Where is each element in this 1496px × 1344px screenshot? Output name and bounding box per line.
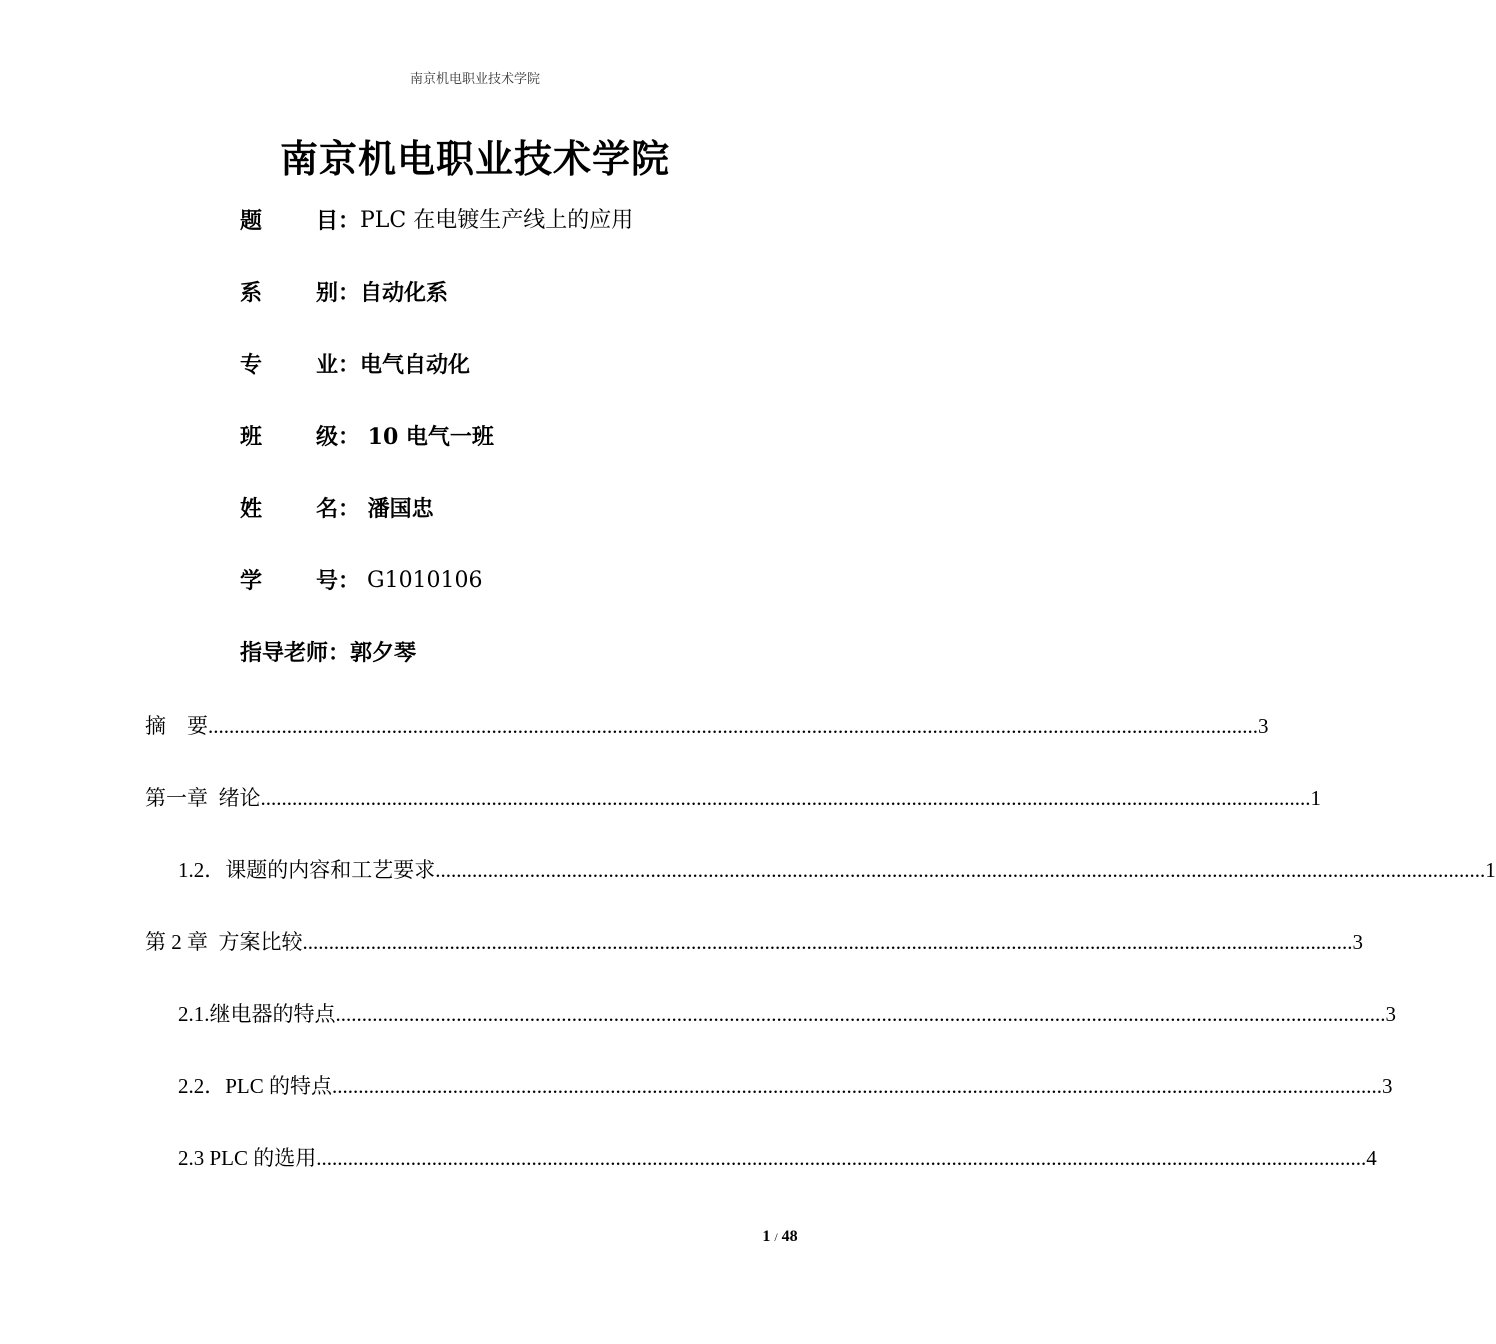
info-colon: ： xyxy=(337,424,360,450)
toc-leader-dots: ........................................................................................................................................................................................................ xyxy=(302,930,1353,954)
toc-entry-page: 3 xyxy=(1385,1002,1396,1026)
info-label xyxy=(240,277,360,309)
info-value-name: 潘国忠 xyxy=(360,496,434,522)
toc-entry-page: 3 xyxy=(1352,930,1363,954)
table-of-contents xyxy=(145,708,1496,1212)
toc-entry-page: 4 xyxy=(1366,1146,1377,1170)
info-row-major xyxy=(240,349,800,421)
info-label-char-a: 专 xyxy=(240,352,263,378)
info-row-department xyxy=(240,277,800,349)
info-row-student-id xyxy=(240,565,800,637)
toc-leader-dots: ........................................................................................................................................................................................................ xyxy=(332,1074,1383,1098)
info-value-department: 自动化系 xyxy=(360,280,449,306)
total-page-count: 48 xyxy=(781,1228,798,1245)
toc-entry[interactable] xyxy=(145,996,1396,1068)
info-value-topic: PLC 在电镀生产线上的应用 xyxy=(360,208,634,233)
toc-entry-title: 2.1.继电器的特点 xyxy=(178,1002,336,1026)
info-row-class xyxy=(240,421,800,493)
toc-entry-page: 1 xyxy=(1310,786,1321,810)
info-label-char-b: 别 xyxy=(315,280,338,306)
toc-entry-title: 1.2．课题的内容和工艺要求 xyxy=(178,858,436,882)
document-title: 南京机电职业技术学院 xyxy=(279,136,670,181)
toc-entry-title: 2.3 PLC 的选用 xyxy=(178,1146,317,1170)
info-label-char-a: 题 xyxy=(240,208,263,234)
info-value-class: 10 电气一班 xyxy=(360,424,494,450)
toc-entry[interactable] xyxy=(145,852,1496,924)
info-label-char-a: 系 xyxy=(240,280,263,306)
toc-entry[interactable] xyxy=(145,924,1363,996)
advisor-label: 指导老师： xyxy=(240,640,351,666)
info-label-char-a: 班 xyxy=(240,424,263,450)
info-label-char-b: 业 xyxy=(315,352,338,378)
info-colon: ： xyxy=(337,568,360,594)
info-colon: ： xyxy=(337,352,360,378)
advisor-value: 郭夕琴 xyxy=(350,640,417,666)
info-value-student-id: G1010106 xyxy=(360,568,483,593)
info-label xyxy=(240,349,360,381)
info-row-name xyxy=(240,493,800,565)
toc-leader-dots: ........................................................................................................................................................................................................ xyxy=(260,786,1311,810)
page-separator: / xyxy=(774,1230,778,1244)
toc-entry[interactable] xyxy=(145,1140,1377,1212)
page-number xyxy=(740,1228,820,1246)
toc-entry[interactable] xyxy=(145,780,1321,852)
info-label xyxy=(240,421,360,453)
toc-entry-page: 3 xyxy=(1258,714,1269,738)
toc-entry[interactable] xyxy=(145,1068,1393,1140)
info-label xyxy=(240,493,360,525)
running-header: 南京机电职业技术学院 xyxy=(409,72,540,87)
info-label xyxy=(240,565,360,597)
toc-entry-title: 2.2．PLC 的特点 xyxy=(178,1074,333,1098)
info-label-char-b: 目 xyxy=(315,208,338,234)
toc-entry-title: 第一章 绪论 xyxy=(145,786,261,810)
info-colon: ： xyxy=(337,280,360,306)
info-colon: ： xyxy=(337,496,360,522)
toc-entry[interactable] xyxy=(145,708,1269,780)
info-label-char-a: 姓 xyxy=(240,496,263,522)
cover-info-block xyxy=(240,205,800,709)
info-label-char-b: 号 xyxy=(315,568,338,594)
info-colon: ： xyxy=(337,208,360,234)
toc-entry-page: 1 xyxy=(1485,858,1496,882)
toc-entry-title: 第 2 章 方案比较 xyxy=(145,930,303,954)
toc-leader-dots: ........................................................................................................................................................................................................ xyxy=(316,1146,1367,1170)
info-label-char-a: 学 xyxy=(240,568,263,594)
toc-leader-dots: ........................................................................................................................................................................................................ xyxy=(208,714,1258,738)
info-label-char-b: 级 xyxy=(315,424,338,450)
info-label xyxy=(240,205,360,237)
info-label-char-b: 名 xyxy=(315,496,338,522)
current-page-number: 1 xyxy=(762,1228,771,1245)
toc-leader-dots: ........................................................................................................................................................................................................ xyxy=(435,858,1486,882)
toc-entry-page: 3 xyxy=(1382,1074,1393,1098)
toc-leader-dots: ........................................................................................................................................................................................................ xyxy=(335,1002,1386,1026)
info-row-topic xyxy=(240,205,800,277)
toc-entry-title: 摘 要 xyxy=(145,714,208,738)
info-value-major: 电气自动化 xyxy=(360,352,471,378)
info-row-advisor xyxy=(240,637,800,709)
